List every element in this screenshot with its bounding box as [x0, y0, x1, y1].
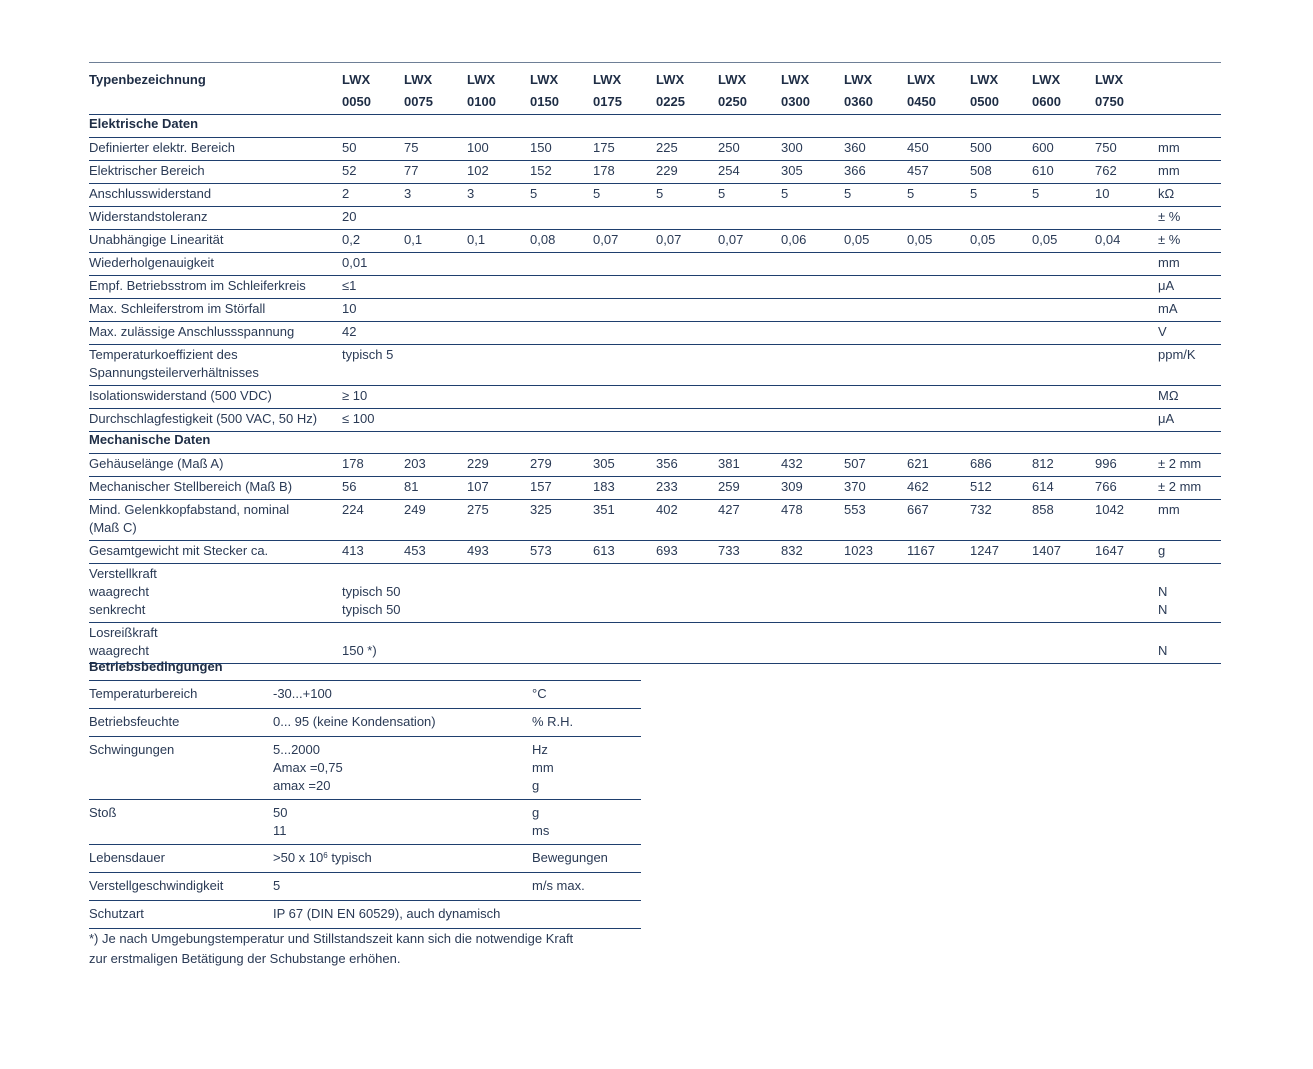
- operating-value: -30...+100: [273, 686, 332, 701]
- unit-value: N: [1158, 602, 1168, 617]
- operating-row-label: Betriebsfeuchte: [89, 714, 180, 729]
- operating-value: Amax =0,75: [273, 760, 343, 775]
- cell-value: 305: [781, 163, 803, 178]
- unit-value: g: [1158, 543, 1166, 558]
- unit-value: μA: [1158, 278, 1175, 293]
- divider-line: [89, 900, 641, 901]
- model-prefix: LWX: [467, 72, 496, 87]
- cell-value: 600: [1032, 140, 1054, 155]
- operating-row-label: Schwingungen: [89, 742, 175, 757]
- cell-value: 356: [656, 456, 678, 471]
- row-label: senkrecht: [89, 602, 146, 617]
- cell-value: 175: [593, 140, 615, 155]
- cell-value: 0,04: [1095, 232, 1121, 247]
- cell-value: 667: [907, 502, 929, 517]
- cell-value: 0,1: [467, 232, 486, 247]
- operating-row-label: Stoß: [89, 805, 117, 820]
- divider-line: [89, 708, 641, 709]
- row-label: waagrecht: [89, 584, 149, 599]
- operating-unit: g: [532, 805, 540, 820]
- cell-value: 1167: [907, 543, 935, 558]
- row-label: Verstellkraft: [89, 566, 157, 581]
- cell-value: 508: [970, 163, 992, 178]
- cell-value: ≥ 10: [342, 388, 368, 403]
- cell-value: 250: [718, 140, 740, 155]
- operating-row-label: Lebensdauer: [89, 850, 165, 865]
- model-number: 0100: [467, 94, 496, 109]
- cell-value: 413: [342, 543, 364, 558]
- row-label: Widerstandstoleranz: [89, 209, 208, 224]
- cell-value: 150: [530, 140, 552, 155]
- divider-line: [89, 114, 1221, 115]
- cell-value: 254: [718, 163, 740, 178]
- cell-value: 493: [467, 543, 489, 558]
- cell-value: 3: [404, 186, 412, 201]
- unit-value: N: [1158, 643, 1168, 658]
- model-number: 0150: [530, 94, 559, 109]
- cell-value: 0,1: [404, 232, 423, 247]
- divider-line: [89, 344, 1221, 345]
- row-label: Unabhängige Linearität: [89, 232, 224, 247]
- row-label: Spannungsteilerverhältnisses: [89, 365, 259, 380]
- cell-value: 157: [530, 479, 552, 494]
- cell-value: ≤1: [342, 278, 357, 293]
- cell-value: 507: [844, 456, 866, 471]
- cell-value: 450: [907, 140, 929, 155]
- cell-value: 832: [781, 543, 803, 558]
- cell-value: 0,05: [970, 232, 996, 247]
- cell-value: 259: [718, 479, 740, 494]
- row-label: Mechanischer Stellbereich (Maß B): [89, 479, 293, 494]
- cell-value: 2: [342, 186, 350, 201]
- cell-value: 478: [781, 502, 803, 517]
- cell-value: 0,07: [656, 232, 682, 247]
- cell-value: 1407: [1032, 543, 1061, 558]
- exponent: 6: [323, 851, 328, 860]
- cell-value: 693: [656, 543, 678, 558]
- divider-line: [89, 385, 1221, 386]
- type-designation-label: Typenbezeichnung: [89, 72, 206, 87]
- row-label: Gehäuselänge (Maß A): [89, 456, 224, 471]
- operating-row-label: Temperaturbereich: [89, 686, 198, 701]
- operating-value: IP 67 (DIN EN 60529), auch dynamisch: [273, 906, 501, 921]
- divider-line: [89, 431, 1221, 432]
- cell-value: 573: [530, 543, 552, 558]
- cell-value: 0,06: [781, 232, 807, 247]
- operating-unit: g: [532, 778, 540, 793]
- divider-line: [89, 476, 1221, 477]
- unit-value: ± %: [1158, 209, 1181, 224]
- cell-value: 10: [342, 301, 357, 316]
- cell-value: 750: [1095, 140, 1117, 155]
- operating-unit: Hz: [532, 742, 548, 757]
- cell-value: 621: [907, 456, 929, 471]
- model-prefix: LWX: [718, 72, 747, 87]
- model-number: 0600: [1032, 94, 1061, 109]
- value-part: typisch: [327, 850, 372, 865]
- row-label: (Maß C): [89, 520, 137, 535]
- model-prefix: LWX: [1095, 72, 1124, 87]
- cell-value: 5: [907, 186, 915, 201]
- operating-value: 5: [273, 878, 281, 893]
- unit-value: ppm/K: [1158, 347, 1196, 362]
- divider-line: [89, 499, 1221, 500]
- cell-value: 766: [1095, 479, 1117, 494]
- model-number: 0225: [656, 94, 685, 109]
- operating-unit: Bewegungen: [532, 850, 608, 865]
- divider-line: [89, 844, 641, 845]
- row-label: Isolationswiderstand (500 VDC): [89, 388, 272, 403]
- cell-value: 366: [844, 163, 866, 178]
- operating-value: 0... 95 (keine Kondensation): [273, 714, 436, 729]
- model-number: 0450: [907, 94, 936, 109]
- model-number: 0300: [781, 94, 810, 109]
- operating-unit: °C: [532, 686, 547, 701]
- model-prefix: LWX: [1032, 72, 1061, 87]
- cell-value: 1023: [844, 543, 873, 558]
- unit-value: mA: [1158, 301, 1178, 316]
- cell-value: 50: [342, 140, 357, 155]
- cell-value: 56: [342, 479, 357, 494]
- model-number: 0075: [404, 94, 433, 109]
- cell-value: 0,07: [593, 232, 619, 247]
- cell-value: 457: [907, 163, 929, 178]
- cell-value: 75: [404, 140, 419, 155]
- cell-value: 5: [593, 186, 601, 201]
- cell-value: ≤ 100: [342, 411, 375, 426]
- cell-value: 150 *): [342, 643, 377, 658]
- cell-value: 0,05: [844, 232, 870, 247]
- cell-value: 42: [342, 324, 357, 339]
- cell-value: 325: [530, 502, 552, 517]
- row-label: Temperaturkoeffizient des: [89, 347, 238, 362]
- cell-value: 300: [781, 140, 803, 155]
- cell-value: 52: [342, 163, 357, 178]
- cell-value: 812: [1032, 456, 1054, 471]
- cell-value: 305: [593, 456, 615, 471]
- footnote-line: zur erstmaligen Betätigung der Schubstange erhöhen.: [89, 951, 401, 966]
- divider-line: [89, 563, 1221, 564]
- cell-value: 224: [342, 502, 364, 517]
- divider-line: [89, 540, 1221, 541]
- row-label: Anschlusswiderstand: [89, 186, 212, 201]
- cell-value: 370: [844, 479, 866, 494]
- cell-value: 279: [530, 456, 552, 471]
- cell-value: typisch 50: [342, 602, 401, 617]
- divider-line: [89, 275, 1221, 276]
- cell-value: 0,07: [718, 232, 744, 247]
- model-prefix: LWX: [593, 72, 622, 87]
- cell-value: 229: [656, 163, 678, 178]
- cell-value: 5: [781, 186, 789, 201]
- divider-line: [89, 62, 1221, 63]
- cell-value: 500: [970, 140, 992, 155]
- operating-value: [273, 849, 372, 867]
- model-prefix: LWX: [342, 72, 371, 87]
- operating-unit: mm: [532, 760, 554, 775]
- unit-value: MΩ: [1158, 388, 1179, 403]
- row-label: Definierter elektr. Bereich: [89, 140, 235, 155]
- cell-value: 610: [1032, 163, 1054, 178]
- cell-value: 5: [718, 186, 726, 201]
- row-label: Max. zulässige Anschlussspannung: [89, 324, 295, 339]
- divider-line: [89, 799, 641, 800]
- cell-value: 614: [1032, 479, 1054, 494]
- cell-value: 0,05: [1032, 232, 1058, 247]
- operating-value: amax =20: [273, 778, 331, 793]
- row-label: waagrecht: [89, 643, 149, 658]
- cell-value: 732: [970, 502, 992, 517]
- cell-value: 107: [467, 479, 489, 494]
- divider-line: [89, 622, 1221, 623]
- operating-unit: m/s max.: [532, 878, 585, 893]
- cell-value: 233: [656, 479, 678, 494]
- divider-line: [89, 736, 641, 737]
- cell-value: 858: [1032, 502, 1054, 517]
- cell-value: 1647: [1095, 543, 1124, 558]
- cell-value: 5: [530, 186, 538, 201]
- row-label: Mind. Gelenkkopfabstand, nominal: [89, 502, 290, 517]
- divider-line: [89, 183, 1221, 184]
- row-label: Durchschlagfestigkeit (500 VAC, 50 Hz): [89, 411, 318, 426]
- operating-conditions-heading: Betriebsbedingungen: [89, 659, 223, 674]
- mechanical-data-heading: Mechanische Daten: [89, 432, 211, 447]
- divider-line: [89, 680, 641, 681]
- cell-value: 225: [656, 140, 678, 155]
- cell-value: 381: [718, 456, 740, 471]
- footnote-line: *) Je nach Umgebungstemperatur und Stillstandszeit kann sich die notwendige Kraft: [89, 931, 574, 946]
- operating-unit: % R.H.: [532, 714, 574, 729]
- model-prefix: LWX: [970, 72, 999, 87]
- cell-value: 203: [404, 456, 426, 471]
- row-label: Empf. Betriebsstrom im Schleiferkreis: [89, 278, 306, 293]
- row-label: Max. Schleiferstrom im Störfall: [89, 301, 266, 316]
- electrical-data-heading: Elektrische Daten: [89, 116, 199, 131]
- model-number: 0750: [1095, 94, 1124, 109]
- model-number: 0360: [844, 94, 873, 109]
- cell-value: 462: [907, 479, 929, 494]
- cell-value: 152: [530, 163, 552, 178]
- model-number: 0050: [342, 94, 371, 109]
- operating-value: 5...2000: [273, 742, 320, 757]
- model-prefix: LWX: [404, 72, 433, 87]
- cell-value: 275: [467, 502, 489, 517]
- unit-value: V: [1158, 324, 1167, 339]
- cell-value: 553: [844, 502, 866, 517]
- cell-value: 5: [844, 186, 852, 201]
- cell-value: 5: [1032, 186, 1040, 201]
- cell-value: 0,08: [530, 232, 556, 247]
- unit-value: mm: [1158, 502, 1180, 517]
- model-prefix: LWX: [530, 72, 559, 87]
- divider-line: [89, 160, 1221, 161]
- row-label: Elektrischer Bereich: [89, 163, 205, 178]
- unit-value: ± 2 mm: [1158, 479, 1202, 494]
- cell-value: 762: [1095, 163, 1117, 178]
- model-prefix: LWX: [781, 72, 810, 87]
- model-prefix: LWX: [656, 72, 685, 87]
- cell-value: 10: [1095, 186, 1110, 201]
- divider-line: [89, 663, 1221, 664]
- model-prefix: LWX: [907, 72, 936, 87]
- cell-value: 432: [781, 456, 803, 471]
- cell-value: 20: [342, 209, 357, 224]
- cell-value: 0,05: [907, 232, 933, 247]
- cell-value: 5: [970, 186, 978, 201]
- divider-line: [89, 453, 1221, 454]
- cell-value: 100: [467, 140, 489, 155]
- cell-value: 178: [593, 163, 615, 178]
- cell-value: 81: [404, 479, 419, 494]
- cell-value: 686: [970, 456, 992, 471]
- unit-value: mm: [1158, 163, 1180, 178]
- operating-value: 11: [273, 823, 287, 838]
- cell-value: 453: [404, 543, 426, 558]
- cell-value: 0,01: [342, 255, 368, 270]
- divider-line: [89, 206, 1221, 207]
- cell-value: 249: [404, 502, 426, 517]
- divider-line: [89, 229, 1221, 230]
- cell-value: 360: [844, 140, 866, 155]
- divider-line: [89, 298, 1221, 299]
- cell-value: 351: [593, 502, 615, 517]
- cell-value: 309: [781, 479, 803, 494]
- unit-value: ± %: [1158, 232, 1181, 247]
- model-number: 0250: [718, 94, 747, 109]
- operating-row-label: Schutzart: [89, 906, 144, 921]
- unit-value: μA: [1158, 411, 1175, 426]
- cell-value: 3: [467, 186, 475, 201]
- cell-value: 178: [342, 456, 364, 471]
- model-number: 0175: [593, 94, 622, 109]
- model-prefix: LWX: [844, 72, 873, 87]
- row-label: Gesamtgewicht mit Stecker ca.: [89, 543, 269, 558]
- cell-value: 229: [467, 456, 489, 471]
- cell-value: 402: [656, 502, 678, 517]
- divider-line: [89, 252, 1221, 253]
- divider-line: [89, 872, 641, 873]
- divider-line: [89, 928, 641, 929]
- cell-value: 996: [1095, 456, 1117, 471]
- row-label: Wiederholgenauigkeit: [89, 255, 215, 270]
- unit-value: kΩ: [1158, 186, 1175, 201]
- cell-value: 5: [656, 186, 664, 201]
- cell-value: 512: [970, 479, 992, 494]
- unit-value: ± 2 mm: [1158, 456, 1202, 471]
- divider-line: [89, 321, 1221, 322]
- unit-value: mm: [1158, 140, 1180, 155]
- operating-unit: ms: [532, 823, 550, 838]
- row-label: Losreißkraft: [89, 625, 158, 640]
- cell-value: typisch 5: [342, 347, 394, 362]
- cell-value: 613: [593, 543, 615, 558]
- cell-value: 733: [718, 543, 740, 558]
- cell-value: 1042: [1095, 502, 1124, 517]
- divider-line: [89, 137, 1221, 138]
- value-part: >50 x 10: [273, 850, 324, 865]
- unit-value: N: [1158, 584, 1168, 599]
- unit-value: mm: [1158, 255, 1180, 270]
- operating-row-label: Verstellgeschwindigkeit: [89, 878, 224, 893]
- cell-value: typisch 50: [342, 584, 401, 599]
- cell-value: 183: [593, 479, 615, 494]
- divider-line: [89, 408, 1221, 409]
- cell-value: 77: [404, 163, 419, 178]
- operating-value: 50: [273, 805, 288, 820]
- cell-value: 0,2: [342, 232, 361, 247]
- cell-value: 1247: [970, 543, 999, 558]
- cell-value: 427: [718, 502, 740, 517]
- model-number: 0500: [970, 94, 999, 109]
- cell-value: 102: [467, 163, 489, 178]
